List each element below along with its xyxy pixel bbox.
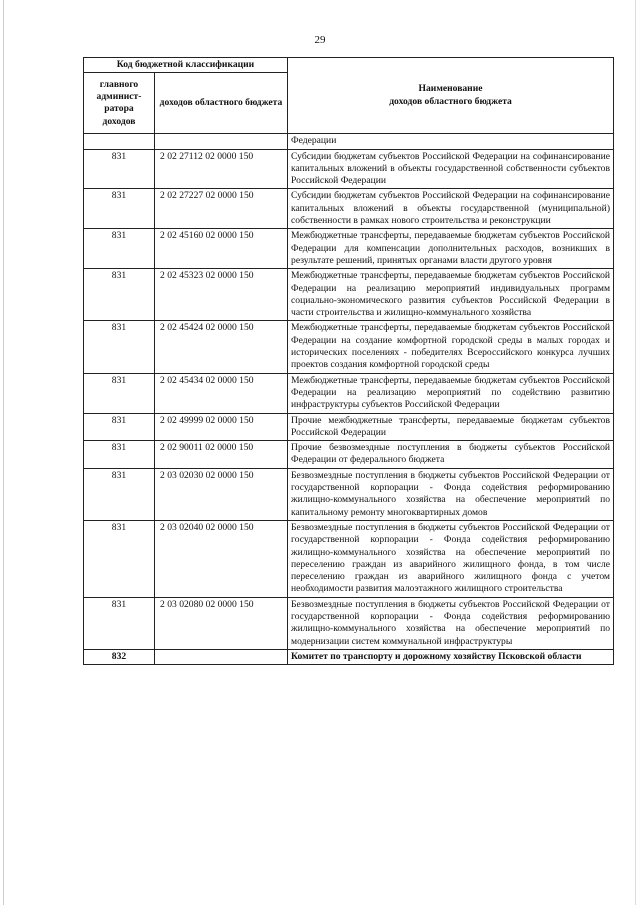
budget-code-cell: 2 02 45323 02 0000 150 xyxy=(155,269,288,321)
header-name-column xyxy=(288,58,614,134)
header-name-line1: Наименование xyxy=(418,83,483,95)
table-row xyxy=(84,373,614,413)
income-name-cell: Межбюджетные трансферты, передаваемые бюджетам субъектов Российской Федерации на реализацию мероприятий по содействию развитию инфраструктуры субъектов Российской Федерации xyxy=(288,373,614,413)
income-name-cell: Межбюджетные трансферты, передаваемые бюджетам субъектов Российской Федерации на реализацию мероприятий индивидуальных программ социально-экономического развития субъектов Российской Федерации в части строительства и жилищно-коммунального хозяйства xyxy=(288,269,614,321)
admin-code-cell: 831 xyxy=(84,149,155,189)
admin-code-cell: 831 xyxy=(84,373,155,413)
table-row xyxy=(84,229,614,269)
table-row xyxy=(84,269,614,321)
admin-code-cell: 831 xyxy=(84,229,155,269)
section-code-cell xyxy=(155,649,288,664)
table-row xyxy=(84,321,614,373)
income-name-cell: Субсидии бюджетам субъектов Российской Федерации на софинансирование капитальных вложений в объекты государственной собственности субъектов Российской Федерации xyxy=(288,149,614,189)
page-number: 29 xyxy=(314,34,326,46)
income-name-cell: Межбюджетные трансферты, передаваемые бюджетам субъектов Российской Федерации для компенсации дополнительных расходов, возникших в результате решений, принятых органами власти другого уровня xyxy=(288,229,614,269)
table-row xyxy=(84,520,614,597)
table-row xyxy=(84,597,614,649)
budget-classification-table xyxy=(83,57,614,665)
header-name-line2: доходов областного бюджета xyxy=(389,95,512,107)
section-row xyxy=(84,649,614,664)
table-row xyxy=(84,189,614,229)
continuation-name-cell: Федерации xyxy=(288,134,614,149)
admin-code-cell: 831 xyxy=(84,189,155,229)
admin-code-cell: 831 xyxy=(84,269,155,321)
budget-code-cell: 2 03 02080 02 0000 150 xyxy=(155,597,288,649)
budget-code-cell: 2 02 45424 02 0000 150 xyxy=(155,321,288,373)
budget-code-cell: 2 02 90011 02 0000 150 xyxy=(155,441,288,469)
budget-code-cell: 2 02 27227 02 0000 150 xyxy=(155,189,288,229)
budget-code-cell: 2 03 02040 02 0000 150 xyxy=(155,520,288,597)
admin-code-cell: 831 xyxy=(84,413,155,441)
table-row xyxy=(84,468,614,520)
admin-code-cell: 831 xyxy=(84,441,155,469)
continuation-row xyxy=(84,134,614,149)
section-admin-cell: 832 xyxy=(84,649,155,664)
income-name-cell: Безвозмездные поступления в бюджеты субъектов Российской Федерации от государственной корпорации - Фонда содействия реформированию жилищно-коммунального хозяйства на обеспечение мероприятий по модернизации систем коммунальной инфраструктуры xyxy=(288,597,614,649)
table-row xyxy=(84,413,614,441)
table-row xyxy=(84,441,614,469)
continuation-code-cell xyxy=(155,134,288,149)
header-group-title: Код бюджетной классификации xyxy=(84,58,288,73)
income-name-cell: Безвозмездные поступления в бюджеты субъектов Российской Федерации от государственной корпорации - Фонда содействия реформированию жилищно-коммунального хозяйства на обеспечение мероприятий по переселению граждан из аварийного жилищного фонда, в том числе переселению граждан из аварийного жилищного фонда с учетом необходимости развития малоэтажного жилищного строительства xyxy=(288,520,614,597)
header-code-column: доходов областного бюджета xyxy=(155,73,288,134)
admin-code-cell: 831 xyxy=(84,597,155,649)
budget-code-cell: 2 03 02030 02 0000 150 xyxy=(155,468,288,520)
budget-code-cell: 2 02 27112 02 0000 150 xyxy=(155,149,288,189)
section-name-cell: Комитет по транспорту и дорожному хозяйству Псковской области xyxy=(288,649,614,664)
income-name-cell: Межбюджетные трансферты, передаваемые бюджетам субъектов Российской Федерации на создание комфортной городской среды в малых городах и исторических поселениях - победителях Всероссийского конкурса лучших проектов создания комфортной городской среды xyxy=(288,321,614,373)
admin-code-cell: 831 xyxy=(84,321,155,373)
header-admin-column: главного админист-ратора доходов xyxy=(84,73,155,134)
scan-edge-right xyxy=(635,0,636,905)
budget-code-cell: 2 02 49999 02 0000 150 xyxy=(155,413,288,441)
header-row-top xyxy=(84,58,614,73)
budget-code-cell: 2 02 45160 02 0000 150 xyxy=(155,229,288,269)
admin-code-cell: 831 xyxy=(84,520,155,597)
table-row xyxy=(84,149,614,189)
continuation-admin-cell xyxy=(84,134,155,149)
income-name-cell: Субсидии бюджетам субъектов Российской Федерации на софинансирование капитальных вложений в объекты государственной (муниципальной) собственности в рамках нового строительства и реконструкции xyxy=(288,189,614,229)
income-name-cell: Безвозмездные поступления в бюджеты субъектов Российской Федерации от государственной корпорации - Фонда содействия реформированию жилищно-коммунального хозяйства на обеспечение мероприятий по капитальному ремонту многоквартирных домов xyxy=(288,468,614,520)
budget-code-cell: 2 02 45434 02 0000 150 xyxy=(155,373,288,413)
admin-code-cell: 831 xyxy=(84,468,155,520)
scan-edge-left xyxy=(3,0,4,905)
income-name-cell: Прочие безвозмездные поступления в бюджеты субъектов Российской Федерации от федерального бюджета xyxy=(288,441,614,469)
income-name-cell: Прочие межбюджетные трансферты, передаваемые бюджетам субъектов Российской Федерации xyxy=(288,413,614,441)
